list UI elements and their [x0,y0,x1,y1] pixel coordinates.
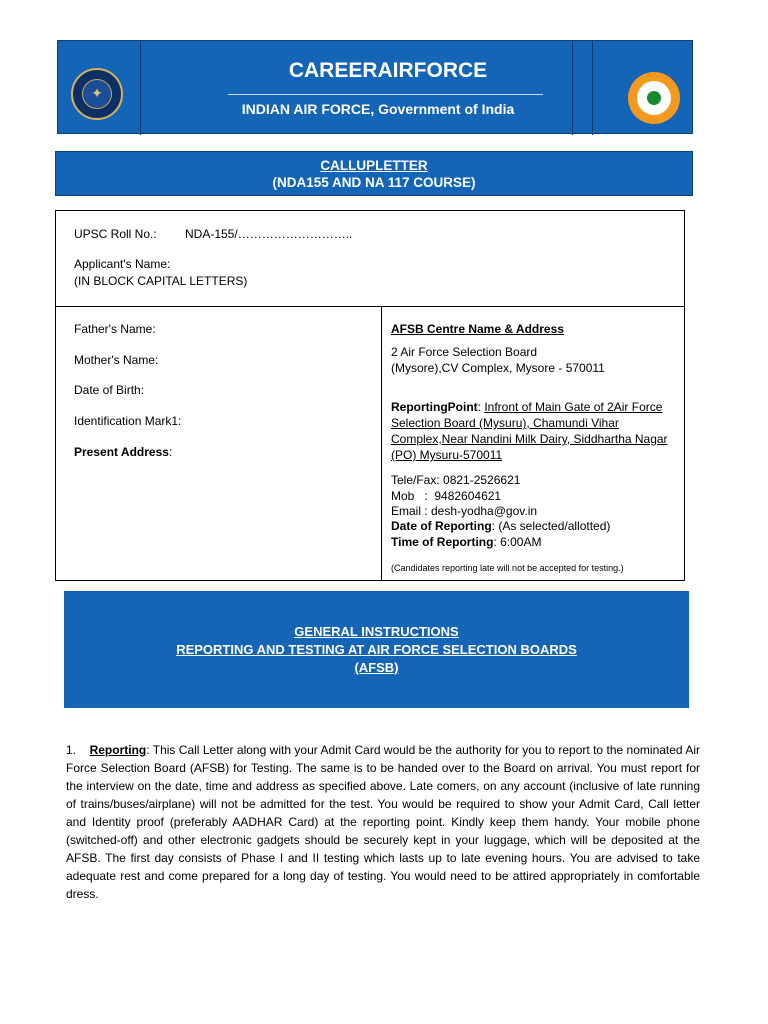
dob-label: Date of Birth: [74,383,145,397]
name-hint: (IN BLOCK CAPITAL LETTERS) [74,274,248,288]
header-divider [140,41,141,135]
roll-value: NDA-155/……………………….. [185,227,353,241]
name-label: Applicant's Name: [74,257,171,271]
identification-mark-label: Identification Mark1: [74,414,182,428]
header-divider [592,41,593,135]
form-divider [56,306,684,307]
call-letter-title: CALLUPLETTER [320,158,428,173]
tele-fax: Tele/Fax: 0821-2526621 [391,473,521,487]
mother-name-label: Mother's Name: [74,353,159,367]
father-name-label: Father's Name: [74,322,156,336]
afsb-heading: AFSB Centre Name & Address [391,322,564,336]
reporting-point: ReportingPoint: Infront of Main Gate of 2Air Force Selection Board (Mysuru), Chamundi Vihar Complex,Near Nandini Milk Dairy, Siddhartha Nagar (PO) Mysuru-570011 [391,400,668,462]
general-instructions-banner [64,591,689,708]
afsb-address-line1: 2 Air Force Selection Board [391,345,538,359]
reporting-paragraph: 1. Reporting: This Call Letter along with your Admit Card would be the authority for you to report to the nominated Air Force Selection Board (AFSB) for Testing. The same is to be handed over to the Board on arrival. You must report for the interview on the date, time and address as specified above. Late comers, on any account (inclusive of late running of trains/buses/airplane) will not be admitted for the test. You would be required to show your Admit Card, Call letter and Identity proof (preferably AADHAR Card) at the reporting point. Kindly keep them handy. Your mobile phone (switched-off) and other electronic gadgets should be securely kept in your luggage, which will be deposited at the AFSB. The first day consists of Phase I and II testing which lasts up to late evening hours. You are advised to take adequate rest and come prepared for a long day of testing. You would need to be attired appropriately in comfortable dress. [66,743,700,901]
date-of-reporting: Date of Reporting: (As selected/allotted) [391,519,611,533]
time-of-reporting: Time of Reporting: 6:00AM [391,535,542,549]
reporting-heading: Reporting [89,743,147,757]
brand-underline [228,94,543,95]
header-subtitle: INDIAN AIR FORCE, Government of India [241,101,515,117]
iaf-roundel-icon [628,72,680,124]
late-reporting-note: (Candidates reporting late will not be accepted for testing.) [391,563,624,573]
form-column-divider [381,306,382,580]
reporting-text: : This Call Letter along with your Admit Card would be the authority for you to report to the nominated Air Force Selection Board (AFSB) for Testing. The same is to be handed over to the Board on arrival. You must report for the interview on the date, time and address as specified above. Late comers, on any account (inclusive of late running of trains/buses/airplane) will not be admitted for the test. You would be required to show your Admit Card, Call letter and Identity proof (preferably AADHAR Card) at the reporting point. Kindly keep them handy. Your mobile phone (switched-off) and other electronic gadgets should be securely kept in your luggage, which will be deposited at the AFSB. The first day consists of Phase I and II testing which lasts up to late evening hours. You are advised to take adequate rest and come prepared for a long day of testing. You would need to be attired appropriately in comfortable dress. [66,743,700,901]
call-letter-banner [55,151,693,196]
mobile-number: Mob : 9482604621 [391,489,502,503]
brand-title: CAREERAIRFORCE [288,59,488,82]
present-address-label: Present Address: [74,445,173,459]
roll-label: UPSC Roll No.: [74,227,157,241]
afsb-address-line2: (Mysore),CV Complex, Mysore - 570011 [391,361,605,375]
applicant-details-form [55,210,685,581]
instructions-subtitle: REPORTING AND TESTING AT AIR FORCE SELECTION BOARDS [176,642,577,657]
header-divider [572,41,573,135]
header-banner [57,40,693,134]
instructions-afsb: (AFSB) [354,660,399,675]
email-address: Email : desh-yodha@gov.in [391,504,538,518]
instructions-title: GENERAL INSTRUCTIONS [294,624,459,639]
call-letter-course: (NDA155 AND NA 117 COURSE) [272,175,476,190]
iaf-emblem-icon: ✦ [71,68,123,120]
